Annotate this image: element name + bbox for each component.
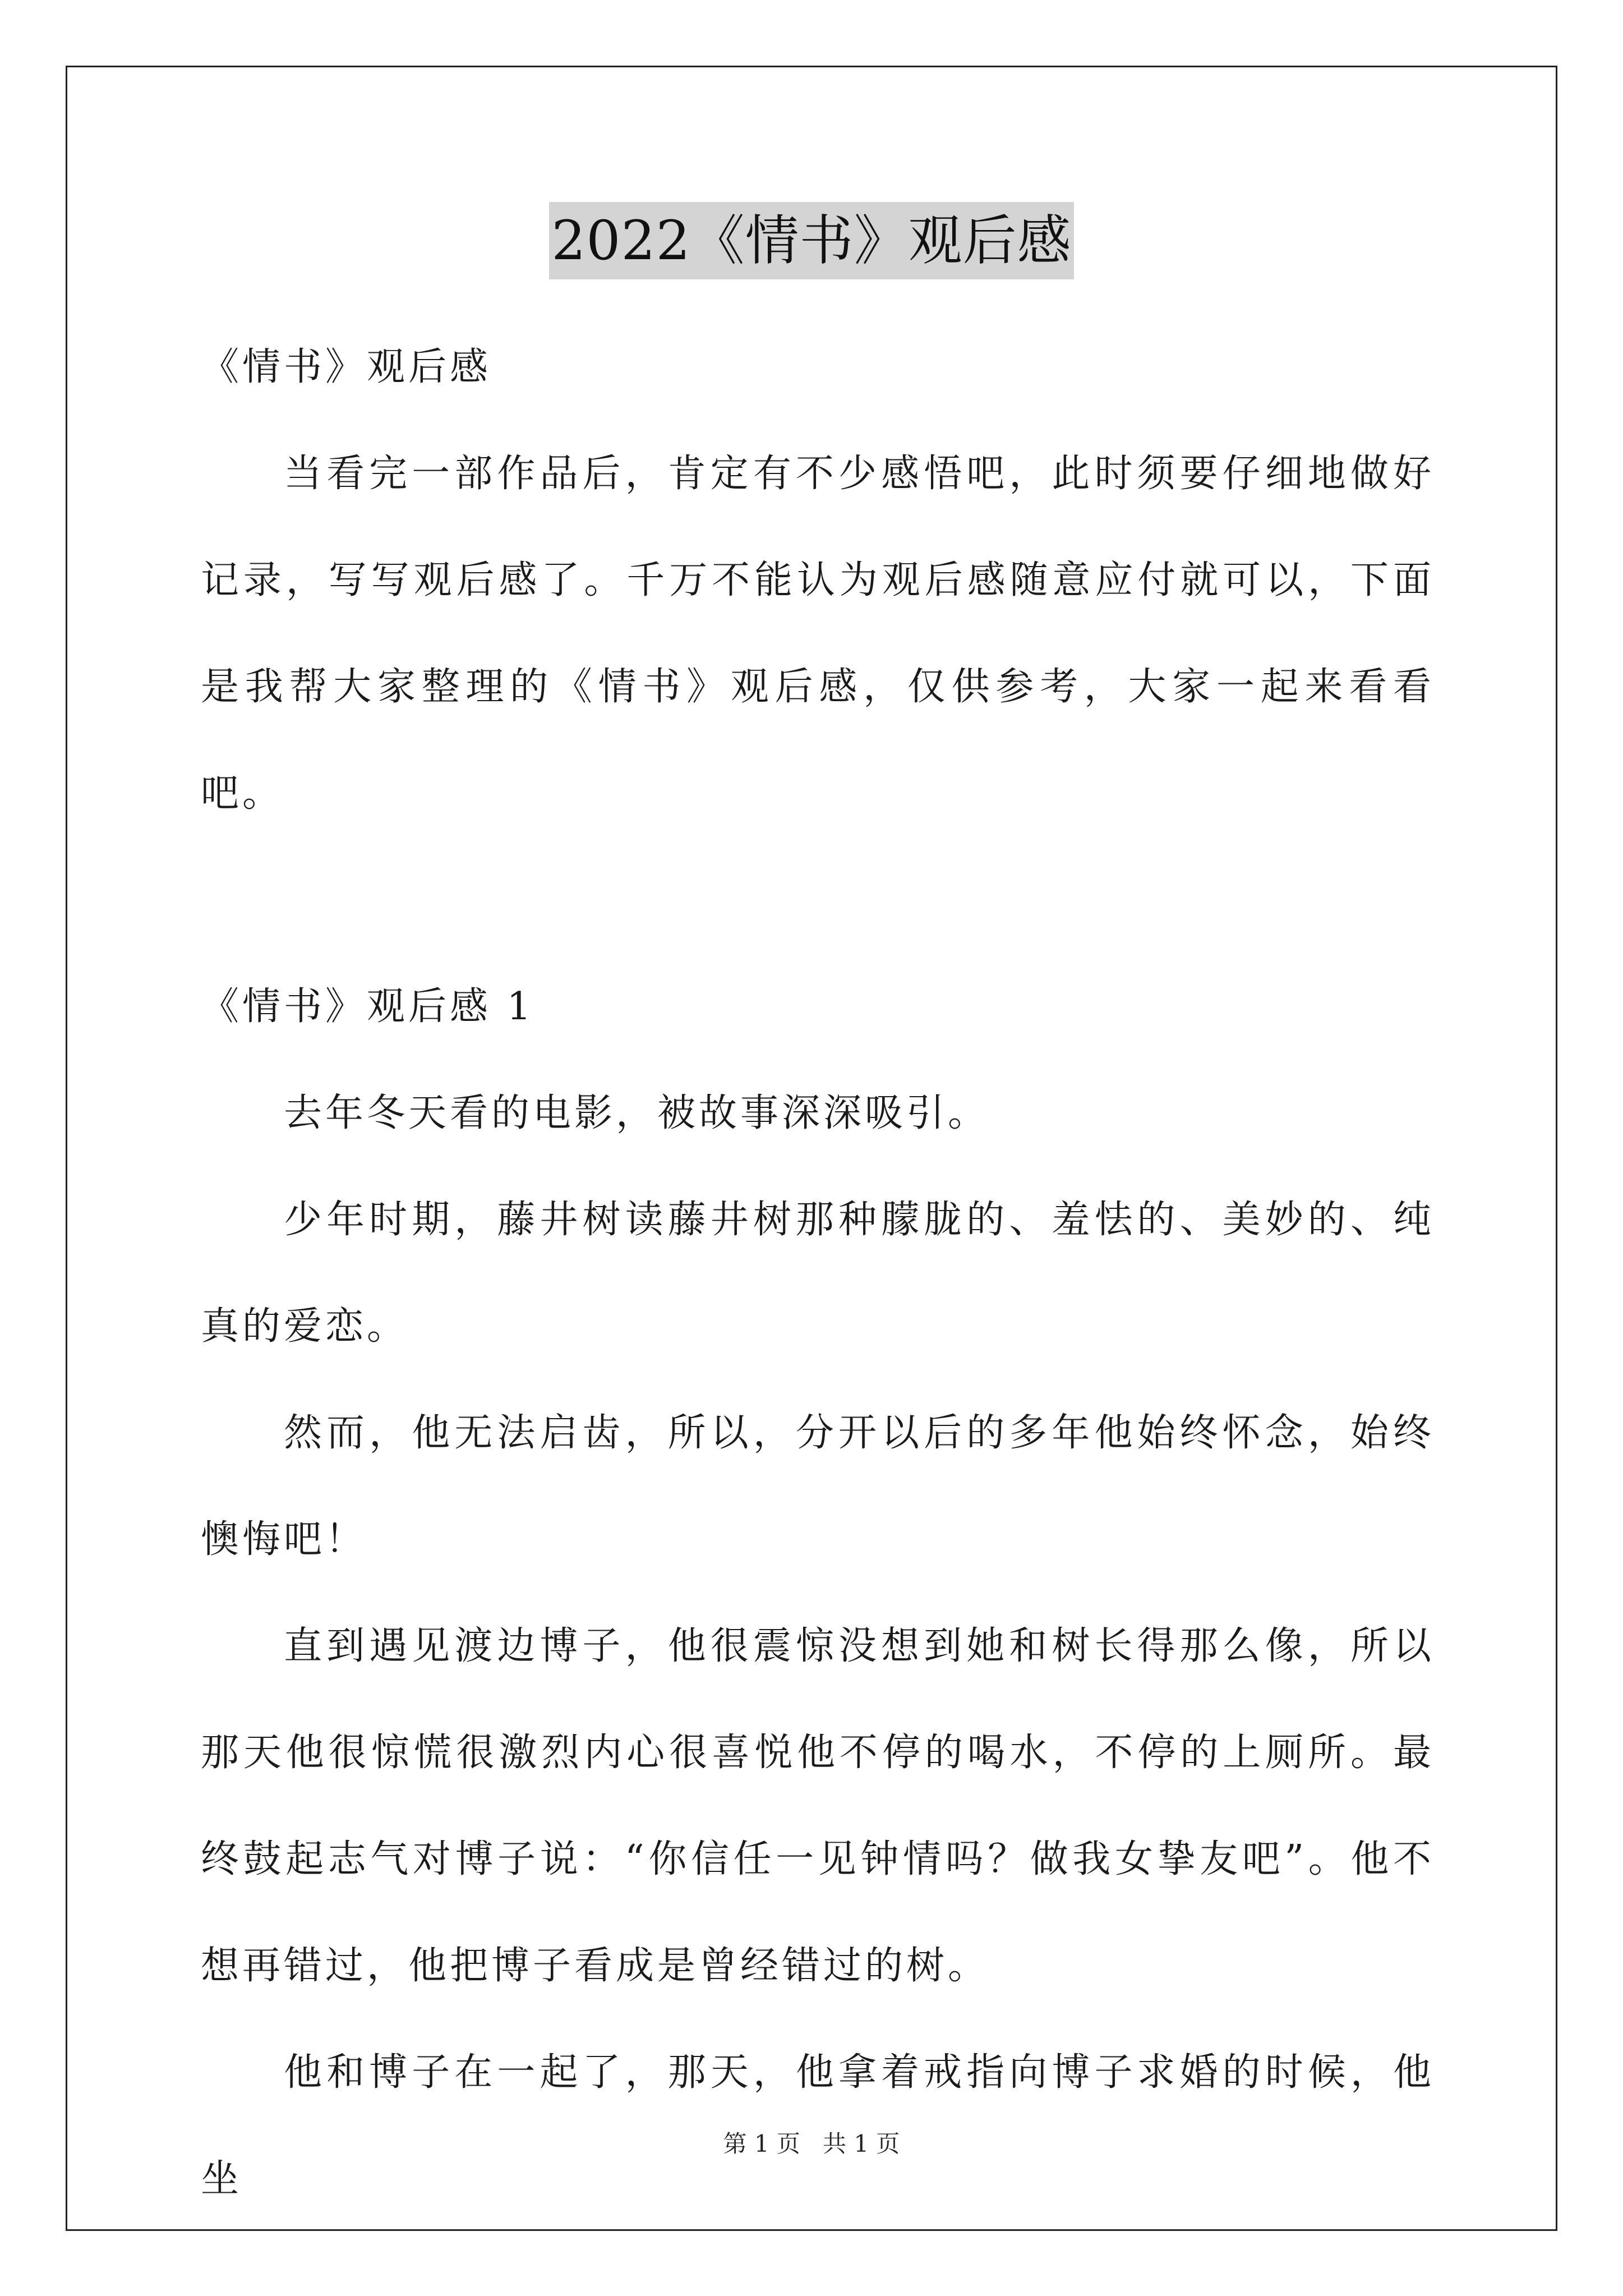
body-paragraph: 当看完一部作品后，肯定有不少感悟吧，此时须要仔细地做好记录，写写观后感了。千万不能认为观后感随意应付就可以，下面是我帮大家整理的《情书》观后感，仅供参考，大家一起来看看吧。 [201,452,1435,816]
title-container [0,202,1623,279]
paragraph-spacer [201,847,1435,954]
section-heading: 《情书》观后感 1 [201,984,534,1029]
body-paragraph: 直到遇见渡边博子，他很震惊没想到她和树长得那么像，所以那天他很惊慌很激烈内心很喜悦他不停的喝水，不停的上厕所。最终鼓起志气对博子说：“你信任一见钟情吗？做我女挚友吧”。他不想再错过，他把博子看成是曾经错过的树。 [201,1624,1435,1988]
document-title: 2022《情书》观后感 [549,202,1073,279]
body-paragraph: 然而，他无法启齿，所以，分开以后的多年他始终怀念，始终懊悔吧！ [201,1411,1435,1562]
body-paragraph: 他和博子在一起了，那天，他拿着戒指向博子求婚的时候，他坐 [201,2050,1435,2201]
body-paragraph: 少年时期，藤井树读藤井树那种朦胧的、羞怯的、美妙的、纯真的爱恋。 [201,1198,1435,1349]
page-number: 第 1 页 [723,2130,800,2157]
document-body [201,314,1435,2233]
page-footer [0,2127,1623,2161]
page-total: 共 1 页 [823,2130,900,2157]
section-heading: 《情书》观后感 [201,345,492,389]
body-paragraph: 去年冬天看的电影，被故事深深吸引。 [284,1091,990,1135]
